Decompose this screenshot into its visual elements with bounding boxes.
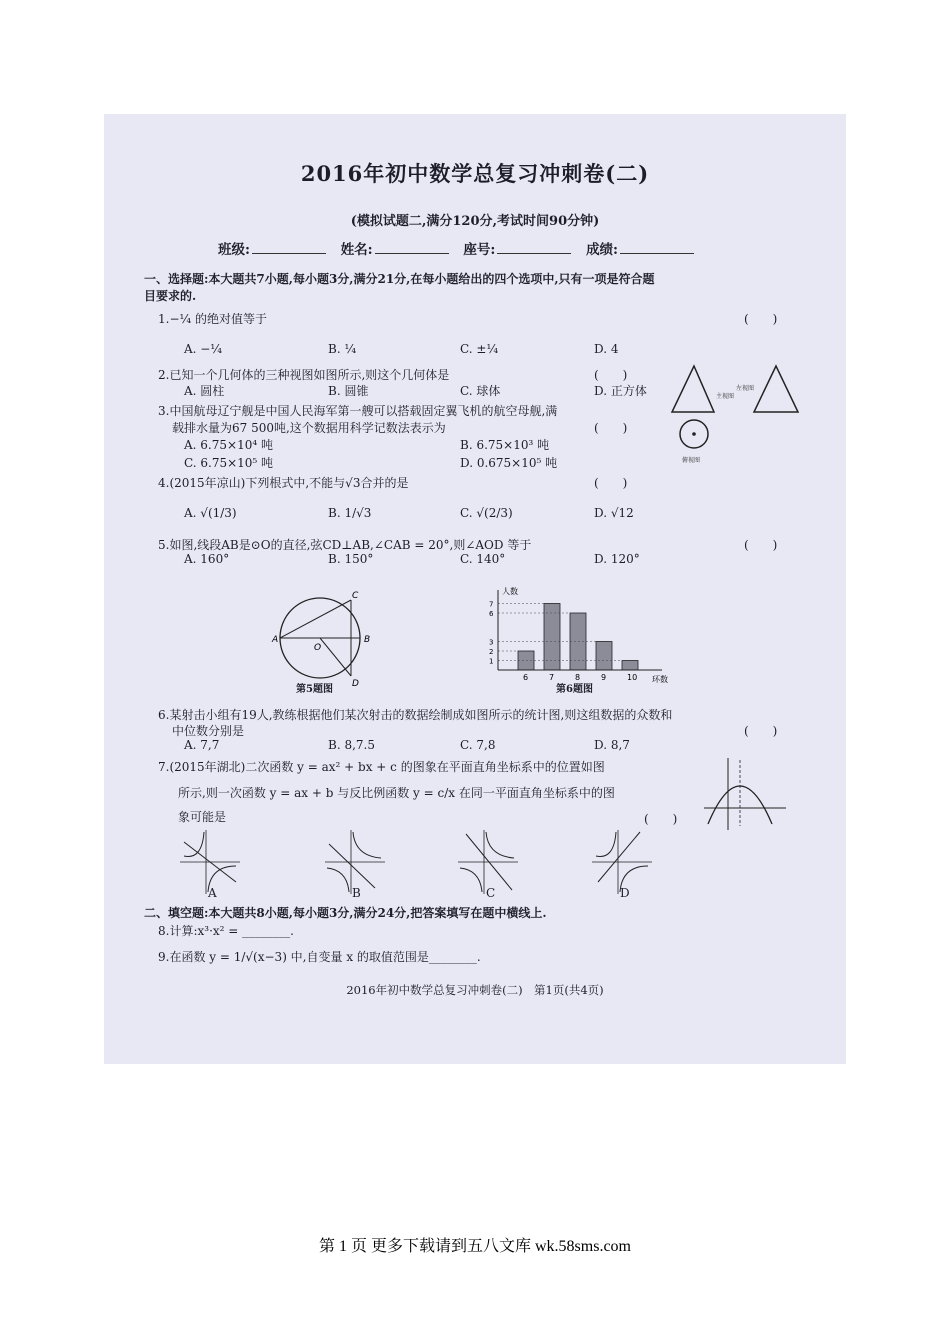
section1-heading-cont: 目要求的.	[144, 289, 197, 303]
q5-option-b: B. 150°	[328, 552, 374, 566]
x-axis-label: 环数	[652, 675, 668, 684]
top-view-label: 俯视图	[682, 457, 701, 464]
label-b: B	[364, 635, 371, 645]
y-tick-3: 3	[489, 638, 494, 647]
q4-answer-paren: ( )	[594, 476, 628, 490]
q7-option-b: B	[352, 886, 361, 900]
field-name-label: 姓名:	[340, 242, 373, 258]
q2-option-d: D. 正方体	[594, 384, 647, 398]
x-tick-8: 8	[575, 673, 581, 682]
bar-10	[622, 661, 638, 671]
side-view-label: 左视图	[736, 385, 755, 392]
q1-option-a: A. −¼	[184, 342, 222, 356]
x-tick-10: 10	[627, 673, 638, 682]
bar-9	[596, 642, 612, 671]
bar-7	[544, 604, 560, 671]
q7-answer-paren: ( )	[644, 812, 678, 826]
q2-answer-paren: ( )	[594, 368, 628, 382]
q7-option-c: C	[486, 886, 496, 900]
q2-option-c: C. 球体	[460, 384, 501, 398]
q5-answer-paren: ( )	[744, 538, 778, 552]
label-c: C	[352, 591, 359, 601]
q1-option-b: B. ¼	[328, 342, 357, 356]
q1-option-d: D. 4	[594, 342, 619, 356]
q2-three-views-figure	[664, 362, 824, 470]
segment-ac	[280, 600, 351, 638]
q4-option-a: A. √(1/3)	[184, 506, 237, 520]
label-o: O	[314, 643, 322, 653]
q7-option-graphs	[178, 826, 678, 908]
field-seat-label: 座号:	[463, 242, 496, 258]
q7-parabola-figure	[700, 754, 790, 834]
q7-option-a: A	[208, 886, 217, 900]
field-name-line	[375, 241, 449, 254]
field-class-line	[252, 241, 326, 254]
side-view-triangle	[754, 366, 798, 412]
graph-d	[592, 830, 652, 894]
q3-option-b: B. 6.75×10³ 吨	[460, 438, 550, 452]
q4-option-b: B. 1/√3	[328, 506, 372, 520]
field-score-line	[620, 241, 694, 254]
section2-heading: 二、填空题:本大题共8小题,每小题3分,满分24分,把答案填写在题中横线上.	[144, 906, 547, 920]
q6-answer-paren: ( )	[744, 724, 778, 738]
graph-c	[458, 830, 518, 894]
q6-option-a: A. 7,7	[184, 738, 220, 752]
q7-stem-cont: 所示,则一次函数 y = ax + b 与反比例函数 y = c/x 在同一平面直角坐标系中的图	[178, 786, 615, 800]
q1-answer-paren: ( )	[744, 312, 778, 326]
y-tick-2: 2	[489, 648, 494, 656]
download-footer: 第 1 页 更多下载请到五八文库 wk.58sms.com	[318, 1238, 631, 1255]
x-tick-9: 9	[601, 673, 607, 682]
q1-option-c: C. ±¼	[460, 342, 499, 356]
scanned-exam-page	[104, 114, 846, 1064]
q5-option-a: A. 160°	[184, 552, 230, 566]
q7-stem-cont2: 象可能是	[178, 810, 227, 824]
q4-option-d: D. √12	[594, 506, 634, 520]
q3-option-d: D. 0.675×10⁵ 吨	[460, 456, 558, 470]
q2-option-b: B. 圆锥	[328, 384, 369, 398]
q3-answer-paren: ( )	[594, 421, 628, 435]
q3-stem: 3.中国航母辽宁舰是中国人民海军第一艘可以搭载固定翼飞机的航空母舰,满	[158, 404, 558, 418]
exam-page-footer: 2016年初中数学总复习冲刺卷(二) 第1页(共4页)	[346, 983, 604, 997]
q2-stem: 2.已知一个几何体的三种视图如图所示,则这个几何体是	[158, 368, 450, 382]
front-view-label: 主视图	[716, 393, 735, 400]
label-d: D	[352, 679, 359, 689]
q6-stem-cont: 中位数分别是	[172, 724, 245, 738]
q4-stem: 4.(2015年凉山)下列根式中,不能与√3合并的是	[158, 476, 409, 490]
q5-circle-figure	[270, 590, 380, 690]
top-view-center-dot	[692, 432, 696, 436]
q3-option-a: A. 6.75×10⁴ 吨	[184, 438, 273, 452]
label-a: A	[272, 635, 279, 645]
x-tick-6: 6	[523, 673, 529, 682]
q6-option-c: C. 7,8	[460, 738, 496, 752]
q3-stem-cont: 载排水量为67 500吨,这个数据用科学记数法表示为	[172, 421, 446, 435]
q1-stem: 1.−¼ 的绝对值等于	[158, 312, 267, 326]
y-tick-7: 7	[489, 600, 494, 609]
exam-subtitle: (模拟试题二,满分120分,考试时间90分钟)	[350, 214, 600, 229]
x-tick-7: 7	[549, 673, 555, 682]
q4-option-c: C. √(2/3)	[460, 506, 513, 520]
q6-figure-caption: 第6题图	[556, 684, 593, 695]
field-class-label: 班级:	[218, 242, 250, 258]
q7-stem: 7.(2015年湖北)二次函数 y = ax² + bx + c 的图象在平面直角坐标系中的位置如图	[158, 760, 605, 774]
q6-option-b: B. 8,7.5	[328, 738, 375, 752]
section1-heading: 一、选择题:本大题共7小题,每小题3分,满分21分,在每小题给出的四个选项中,只有一项是符合题	[144, 272, 655, 286]
q6-bar-chart	[472, 584, 672, 694]
exam-title: 2016年初中数学总复习冲刺卷(二)	[300, 161, 650, 186]
q5-option-c: C. 140°	[460, 552, 506, 566]
q6-stem: 6.某射击小组有19人,教练根据他们某次射击的数据绘制成如图所示的统计图,则这组数据的众数和	[158, 708, 673, 722]
q5-stem: 5.如图,线段AB是⊙O的直径,弦CD⊥AB,∠CAB = 20°,则∠AOD 等于	[158, 538, 532, 552]
y-tick-6: 6	[489, 610, 494, 618]
y-tick-1: 1	[489, 657, 494, 666]
graph-a	[180, 830, 240, 894]
field-score-label: 成绩:	[586, 242, 619, 258]
front-view-triangle	[672, 366, 714, 412]
q3-option-c: C. 6.75×10⁵ 吨	[184, 456, 274, 470]
q2-option-a: A. 圆柱	[184, 384, 225, 398]
q7-option-d: D	[620, 886, 630, 900]
q8-stem: 8.计算:x³·x² = ________.	[158, 924, 294, 938]
student-info-fields	[218, 238, 704, 258]
y-axis-label: 人数	[502, 587, 518, 596]
q5-option-d: D. 120°	[594, 552, 640, 566]
field-seat-line	[497, 241, 571, 254]
graph-b	[325, 830, 385, 894]
q5-figure-caption: 第5题图	[296, 684, 333, 695]
segment-od	[320, 638, 351, 676]
q9-stem: 9.在函数 y = 1/√(x−3) 中,自变量 x 的取值范围是________.	[158, 950, 481, 964]
q6-option-d: D. 8,7	[594, 738, 630, 752]
